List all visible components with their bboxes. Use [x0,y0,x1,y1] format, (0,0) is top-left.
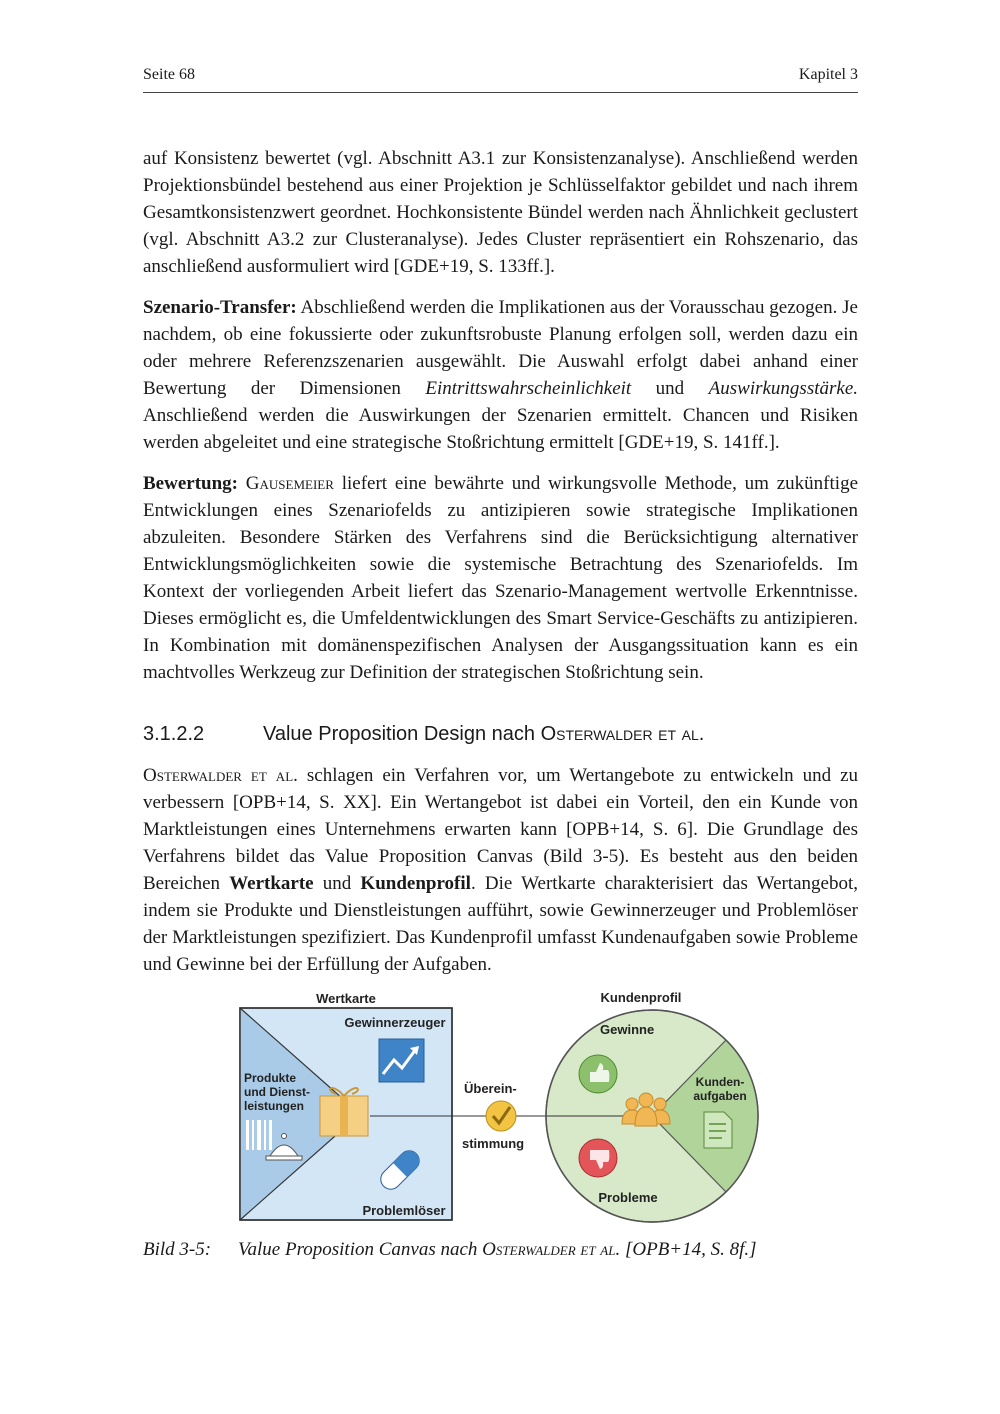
thumbs-down-icon [579,1139,617,1177]
uebereinstimmung-label-line-1: Überein- [464,1081,517,1096]
probleme-label: Probleme [598,1190,658,1205]
document-icon [704,1112,732,1148]
check-icon [486,1101,516,1131]
author-osterwalder: Osterwalder et al. [143,765,298,786]
text-part: schlagen ein Verfahren vor, um Wertangebote zu entwickeln und zu verbessern [OPB+14, S. XX]. Ein Wertangebot ist dabei ein Vorteil, den ein Kunde von Marktleistungen eines Unternehmens erwarten kann [OPB+14, S. 6]. Die Grundlage des Verfahrens bildet das Value Proposition Canvas (Bild 3-5). Es besteht aus den beiden Bereichen [143,765,859,894]
author-gausemeier: Gausemeier [245,473,334,494]
value-proposition-canvas-figure [232,986,772,1226]
paragraph-konsistenz: auf Konsistenz bewertet (vgl. Abschnitt A3.1 zur Konsistenzanalyse). Anschließend werden Projektionsbündel bestehend aus einer Projektion je Schlüsselfaktor gebildet und nach ihrem Gesamtkonsistenzwert geordnet. Hochkonsistente Bündel werden nach Ähnlichkeit geclustert (vgl. Abschnitt A3.2 zur Clusteranalyse). Jedes Cluster repräsentiert ein Rohszenario, das anschließend ausformuliert wird [GDE+19, S. 133ff.]. [143,148,858,277]
produkte-label-line-1: Produkte [244,1071,297,1085]
emphasis-eintrittswahrscheinlichkeit: Eintrittswahrscheinlichkeit [425,378,632,399]
chart-up-icon [379,1039,424,1082]
caption-text: Value Proposition Canvas nach [238,1239,483,1260]
text-part: und [631,378,709,399]
bold-kundenprofil: Kundenprofil [360,873,471,894]
kundenaufgaben-label-line-2: aufgaben [693,1089,747,1103]
text-part: . Die Wertkarte charakterisiert das Wertangebot, indem sie Produkte und Dienstleistungen aufführt, sowie Gewinnerzeuger und Problemlöser der Marktleistungen spezifiziert. Das Kundenprofil umfasst Kundenaufgaben sowie Probleme und Gewinne bei der Erfüllung der Aufgaben. [143,873,859,975]
produkte-label-line-2: und Dienst- [244,1085,310,1099]
text-part: liefert eine bewährte und wirkungsvolle Methode, um zukünftige Entwicklungen eines Szenariofelds zu antizipieren sowie strategische Implikationen abzuleiten. Besondere Stärken des Verfahrens sind die Berücksichtigung alternativer Entwicklungsmöglichkeiten sowie die systemische Betrachtung des Szenariofelds. Im Kontext der vorliegenden Arbeit liefert das Szenario-Management wertvolle Erkenntnisse. Dieses ermöglicht es, die Umfeldentwicklungen des Smart Service-Geschäfts zu antizipieren. In Kombination mit domänenspezifischen Analysen der Ausgangssituation kann es ein machtvolles Werkzeug zur Definition der strategischen Stoßrichtung sein. [143,473,858,683]
emphasis-auswirkungsstaerke: Auswirkungsstärke. [708,378,858,399]
caption-label: Bild 3-5: [143,1239,212,1260]
section-title-author: Osterwalder et al. [540,723,705,745]
problemloeser-label: Problemlöser [362,1203,446,1218]
uebereinstimmung-label-line-2: stimmung [462,1136,525,1151]
caption-reference: [OPB+14, S. 8f.] [620,1239,757,1260]
text-part: Abschließend werden die Implikationen aus der Vorausschau gezogen. Je nachdem, ob eine fokussierte oder zukunftsrobuste Planung erfolgen soll, werden dazu ein oder mehrere Referenzszenarien ausgewählt. Die Auswahl erfolgt dabei anhand einer Bewertung der Dimensionen [143,297,858,399]
thumbs-up-icon [579,1055,617,1093]
gewinnerzeuger-label: Gewinnerzeuger [344,1015,446,1030]
paragraph-value-proposition [143,762,858,978]
page-number: Seite 68 [143,66,195,83]
section-heading [143,723,858,746]
text-part: Anschließend werden die Auswirkungen der Szenarien ermittelt. Chancen und Risiken werden abgeleitet und eine strategische Stoßrichtung ermittelt [GDE+19, S. 141ff.]. [143,405,858,453]
produkte-label-line-3: leistungen [244,1099,305,1113]
text-part: und [313,873,361,894]
kundenaufgaben-label-line-1: Kunden- [695,1075,745,1089]
header-rule [143,92,858,93]
body-text-osterwalder [143,762,858,992]
body-text-top [143,145,858,700]
canvas-diagram [232,986,772,1226]
section-number: 3.1.2.2 [143,723,205,745]
kundenprofil-label: Kundenprofil [600,990,682,1005]
paragraph-bewertung [143,470,858,686]
bold-wertkarte: Wertkarte [229,873,314,894]
figure-caption [143,1239,858,1261]
label-szenario-transfer: Szenario-Transfer: [143,297,297,318]
caption-author: Osterwalder et al. [482,1239,621,1260]
wertkarte-label: Wertkarte [316,991,376,1006]
gewinne-label: Gewinne [600,1022,655,1037]
chapter-label: Kapitel 3 [798,66,858,83]
section-title: Value Proposition Design nach [263,723,541,745]
paragraph-szenario-transfer [143,294,858,456]
label-bewertung: Bewertung: [143,473,238,494]
